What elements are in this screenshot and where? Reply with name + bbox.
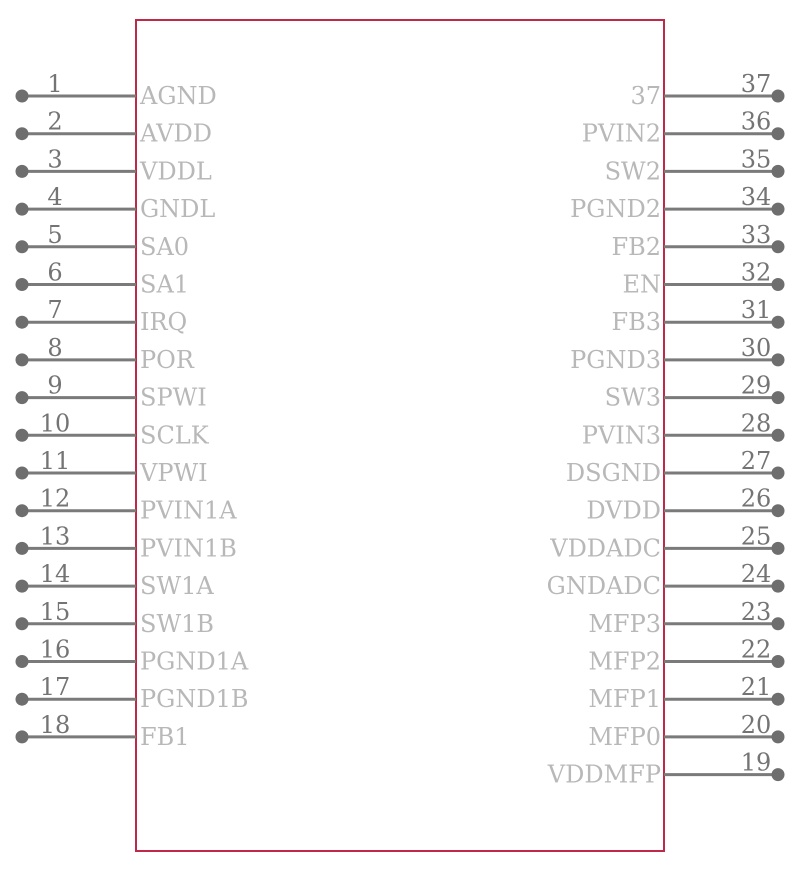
pin-number: 24 <box>740 560 772 589</box>
pin-endpoint-dot <box>16 504 29 517</box>
left-pin-12 <box>16 485 238 525</box>
right-pin-34 <box>570 183 784 223</box>
right-pin-21 <box>588 673 784 713</box>
pin-number: 21 <box>740 673 772 702</box>
left-pin-8 <box>16 334 195 374</box>
pin-number: 16 <box>39 635 71 664</box>
pin-endpoint-dot <box>772 429 785 442</box>
pin-number: 36 <box>740 107 772 136</box>
pin-endpoint-dot <box>16 429 29 442</box>
pin-number: 20 <box>740 710 772 739</box>
pin-number: 9 <box>47 371 63 400</box>
pin-name: SW1B <box>140 609 215 638</box>
left-pin-6 <box>16 259 190 299</box>
pin-endpoint-dot <box>16 316 29 329</box>
pin-number: 22 <box>740 635 772 664</box>
pin-name: MFP1 <box>588 685 661 714</box>
pin-endpoint-dot <box>16 693 29 706</box>
pin-name: VDDL <box>140 157 212 186</box>
pin-endpoint-dot <box>772 730 785 743</box>
pin-name: FB3 <box>611 308 661 337</box>
pin-name: EN <box>622 270 661 299</box>
pin-name: GNDADC <box>546 572 661 601</box>
pin-number: 27 <box>740 447 772 475</box>
left-pin-4 <box>16 183 216 223</box>
right-pin-19 <box>547 749 785 789</box>
pin-name: FB2 <box>611 232 661 261</box>
pin-endpoint-dot <box>772 617 785 630</box>
pin-number: 35 <box>740 145 772 174</box>
right-pin-group <box>547 70 785 789</box>
pin-name: MFP2 <box>588 647 661 676</box>
right-pin-28 <box>582 409 785 449</box>
pin-endpoint-dot <box>16 203 29 216</box>
pin-endpoint-dot <box>16 730 29 743</box>
pin-endpoint-dot <box>772 693 785 706</box>
pin-number: 13 <box>39 522 71 551</box>
pin-name: PVIN1A <box>140 496 237 525</box>
pin-endpoint-dot <box>772 580 785 593</box>
pin-name: VPWI <box>140 459 208 487</box>
pin-number: 25 <box>740 522 772 551</box>
left-pin-1 <box>16 70 217 110</box>
pin-name: PVIN3 <box>581 421 661 450</box>
pin-endpoint-dot <box>16 617 29 630</box>
pin-name: DSGND <box>565 459 661 487</box>
left-pin-group <box>16 70 249 751</box>
pin-number: 29 <box>740 371 772 400</box>
pin-number: 37 <box>740 70 772 98</box>
pin-name: SPWI <box>140 383 207 412</box>
pin-name: SCLK <box>140 421 209 450</box>
pin-endpoint-dot <box>772 278 785 291</box>
pin-number: 28 <box>740 409 772 438</box>
pin-number: 23 <box>740 597 772 626</box>
left-pin-18 <box>16 711 190 751</box>
pin-number: 3 <box>47 145 63 174</box>
pin-number: 18 <box>39 710 71 739</box>
left-pin-2 <box>16 108 212 148</box>
pin-endpoint-dot <box>16 391 29 404</box>
right-pin-24 <box>547 560 785 600</box>
right-pin-27 <box>566 447 785 487</box>
right-pin-36 <box>582 108 785 148</box>
pin-number: 12 <box>39 484 71 513</box>
left-pin-10 <box>16 409 210 449</box>
right-pin-25 <box>549 522 784 562</box>
pin-endpoint-dot <box>16 580 29 593</box>
right-pin-26 <box>586 485 784 525</box>
pin-number: 10 <box>39 409 71 438</box>
pin-number: 33 <box>740 220 772 249</box>
left-pin-13 <box>16 522 237 562</box>
pin-endpoint-dot <box>772 467 785 480</box>
right-pin-23 <box>588 598 784 638</box>
right-pin-32 <box>622 259 784 299</box>
pin-endpoint-dot <box>16 90 29 103</box>
pin-name: 37 <box>630 82 661 110</box>
pin-endpoint-dot <box>772 90 785 103</box>
pin-name: PGND2 <box>570 195 661 224</box>
pin-endpoint-dot <box>772 316 785 329</box>
pin-name: IRQ <box>140 308 188 337</box>
pin-number: 34 <box>740 183 772 212</box>
left-pin-5 <box>16 221 190 261</box>
pin-name: SA1 <box>140 270 190 299</box>
pin-name: AGND <box>140 82 217 110</box>
pin-number: 31 <box>740 296 772 325</box>
pin-name: MFP3 <box>588 609 661 638</box>
left-pin-7 <box>16 296 188 336</box>
pin-number: 1 <box>47 70 63 98</box>
pin-name: MFP0 <box>588 722 661 751</box>
pin-number: 19 <box>740 748 772 777</box>
pin-endpoint-dot <box>772 165 785 178</box>
pin-endpoint-dot <box>772 127 785 140</box>
pin-number: 15 <box>39 597 71 626</box>
pin-number: 2 <box>47 107 63 136</box>
left-pin-9 <box>16 372 207 412</box>
pin-endpoint-dot <box>16 655 29 668</box>
pin-endpoint-dot <box>772 504 785 517</box>
left-pin-3 <box>16 145 212 185</box>
left-pin-14 <box>16 560 215 600</box>
pin-endpoint-dot <box>16 278 29 291</box>
pin-number: 26 <box>740 484 772 513</box>
left-pin-11 <box>16 447 208 487</box>
right-pin-22 <box>588 636 784 676</box>
pin-endpoint-dot <box>16 542 29 555</box>
pin-endpoint-dot <box>16 127 29 140</box>
right-pin-33 <box>611 221 784 261</box>
pin-number: 14 <box>39 560 71 589</box>
pin-name: VDDMFP <box>547 760 661 789</box>
pin-name: PVIN1B <box>140 534 237 563</box>
right-pin-31 <box>611 296 784 336</box>
pin-number: 8 <box>47 333 63 362</box>
pin-name: AVDD <box>140 119 212 148</box>
pin-name: PGND3 <box>570 345 661 374</box>
pin-endpoint-dot <box>772 542 785 555</box>
pin-name: PVIN2 <box>581 119 661 148</box>
pin-name: SW3 <box>604 383 661 412</box>
pin-name: SW2 <box>604 157 661 186</box>
pin-endpoint-dot <box>772 768 785 781</box>
pin-name: POR <box>140 345 194 374</box>
pin-number: 4 <box>47 183 63 212</box>
pin-name: SW1A <box>140 572 214 601</box>
left-pin-16 <box>16 636 249 676</box>
pin-endpoint-dot <box>16 240 29 253</box>
pin-name: SA0 <box>140 232 190 261</box>
pin-endpoint-dot <box>16 353 29 366</box>
pin-number: 17 <box>39 673 71 702</box>
left-pin-17 <box>16 673 249 713</box>
pin-number: 11 <box>39 447 71 475</box>
pin-endpoint-dot <box>772 203 785 216</box>
pin-number: 6 <box>47 258 63 287</box>
pin-name: PGND1B <box>140 685 249 714</box>
pin-number: 5 <box>47 220 63 249</box>
pin-number: 30 <box>740 333 772 362</box>
right-pin-20 <box>588 711 784 751</box>
pin-name: DVDD <box>586 496 661 525</box>
pin-number: 32 <box>740 258 772 287</box>
right-pin-37 <box>630 70 784 110</box>
right-pin-30 <box>570 334 784 374</box>
pin-name: GNDL <box>140 195 216 224</box>
pin-number: 7 <box>47 296 63 325</box>
right-pin-29 <box>605 372 785 412</box>
pin-endpoint-dot <box>772 353 785 366</box>
pin-endpoint-dot <box>772 240 785 253</box>
pin-name: VDDADC <box>550 534 661 563</box>
pin-name: PGND1A <box>140 647 249 676</box>
right-pin-35 <box>605 145 785 185</box>
pin-name: FB1 <box>140 722 190 751</box>
pin-endpoint-dot <box>772 391 785 404</box>
left-pin-15 <box>16 598 215 638</box>
pin-endpoint-dot <box>16 467 29 480</box>
pin-endpoint-dot <box>16 165 29 178</box>
pin-endpoint-dot <box>772 655 785 668</box>
